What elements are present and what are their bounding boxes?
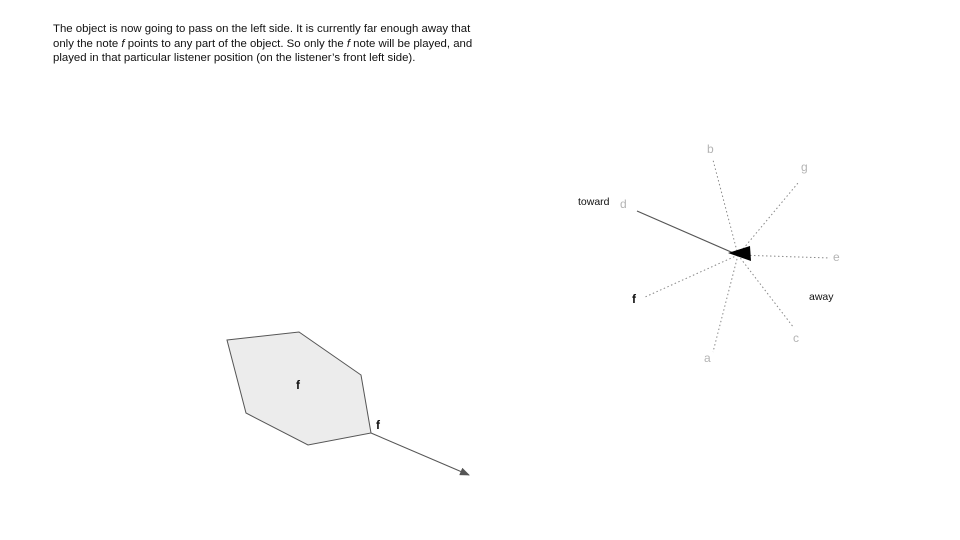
note-label-d: d xyxy=(620,197,627,211)
note-label-f: f xyxy=(632,292,636,306)
caption-part-2: points to any part of the object. So only the xyxy=(124,37,347,50)
ray-a xyxy=(713,255,738,352)
ray-f xyxy=(645,255,738,297)
object-note-label: f xyxy=(296,378,300,392)
note-label-g: g xyxy=(801,160,808,174)
caption-note-1: f xyxy=(121,37,125,50)
listener-head xyxy=(728,246,751,261)
note-label-c: c xyxy=(793,331,799,345)
note-label-e: e xyxy=(833,250,840,264)
ray-g xyxy=(738,183,798,255)
ray-d-toward xyxy=(637,211,738,255)
caption-part-3: note will be played, and played in that particular listener position (on the listener’s front left side). xyxy=(53,37,473,64)
ray-b xyxy=(713,160,738,255)
note-label-b: b xyxy=(707,142,714,156)
listener xyxy=(578,142,840,365)
motion-arrow xyxy=(371,433,469,475)
note-label-a: a xyxy=(704,351,711,365)
vertex-note-label: f xyxy=(376,418,380,432)
object xyxy=(227,332,469,475)
toward-label: toward xyxy=(578,196,610,208)
ray-c xyxy=(738,255,794,328)
away-label: away xyxy=(809,291,834,303)
ray-e xyxy=(738,255,830,258)
caption-part-1: The object is now going to pass on the left side. It is currently far enough away that only the note xyxy=(53,23,471,50)
caption-note-2: f xyxy=(346,37,351,50)
